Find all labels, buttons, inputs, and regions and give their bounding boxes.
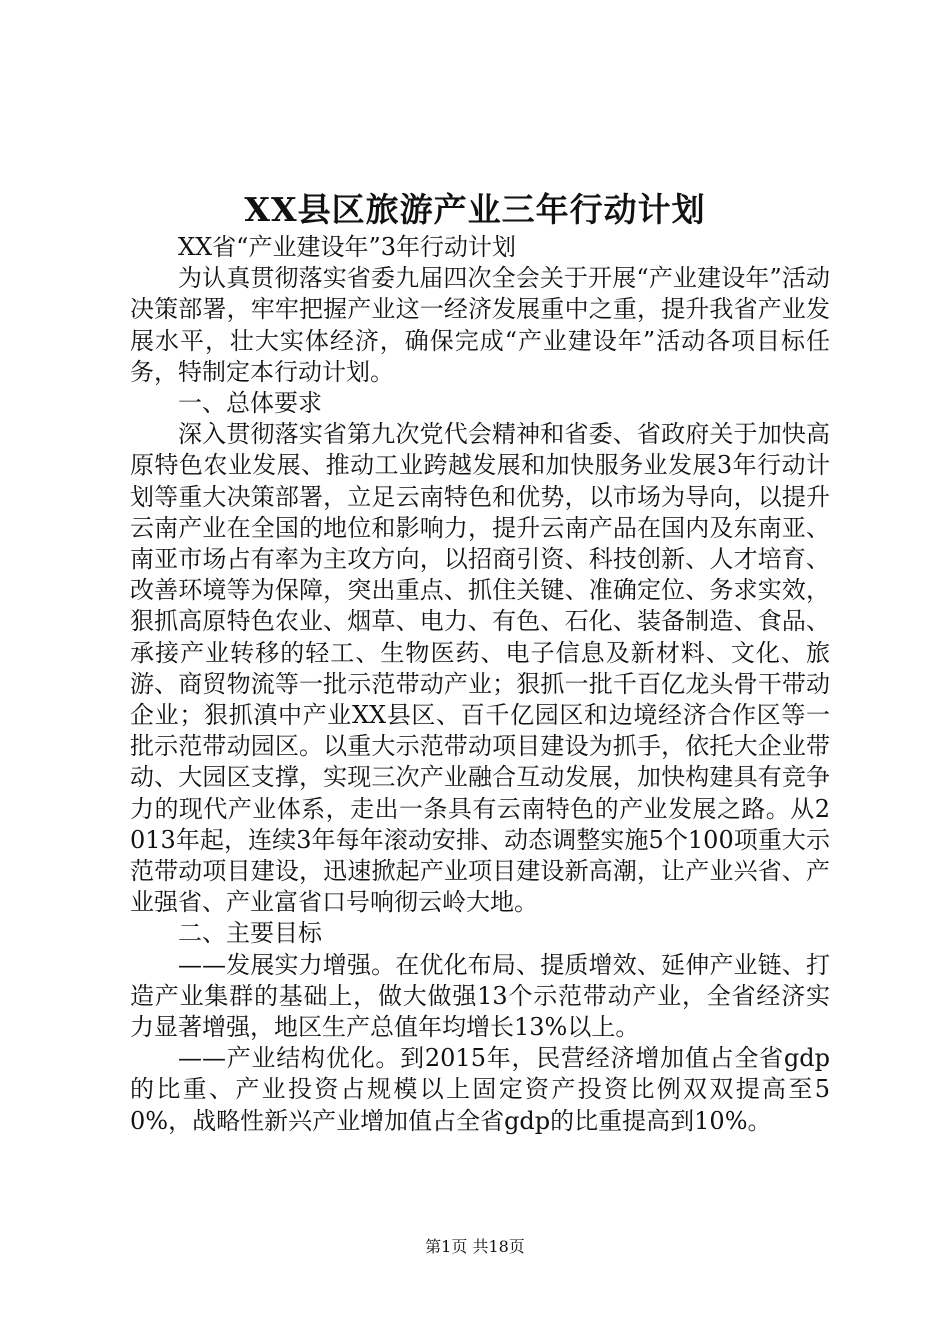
subtitle-paragraph: XX省“产业建设年”3年行动计划	[178, 233, 516, 261]
page-footer: 第1页 共18页	[425, 1237, 525, 1256]
goal-paragraph-strength: ——发展实力增强。在优化布局、提质增效、延伸产业链、打造产业集群的基础上，做大做强13个示范带动产业，全省经济实力显著增强，地区生产总值年均增长13%以上。	[130, 950, 830, 1042]
section-heading-general-requirements: 一、总体要求	[178, 389, 322, 418]
general-requirements-paragraph: 深入贯彻落实省第九次党代会精神和省委、省政府关于加快高原特色农业发展、推动工业跨越发展和加快服务业发展3年行动计划等重大决策部署，立足云南特色和优势，以市场为导向，以提升云南产业在全国的地位和影响力，提升云南产品在国内及东南亚、南亚市场占有率为主攻方向，以招商引资、科技创新、人才培育、改善环境等为保障，突出重点、抓住关键、准确定位、务求实效，狠抓高原特色农业、烟草、电力、有色、石化、装备制造、食品、承接产业转移的轻工、生物医药、电子信息及新材料、文化、旅游、商贸物流等一批示范带动产业；狠抓一批千百亿龙头骨干带动企业；狠抓滇中产业XX县区、百千亿园区和边境经济合作区等一批示范带动园区。以重大示范带动项目建设为抓手，依托大企业带动、大园区支撑，实现三次产业融合互动发展，加快构建具有竞争力的现代产业体系，走出一条具有云南特色的产业发展之路。从2013年起，连续3年每年滚动安排、动态调整实施5个100项重大示范带动项目建设，迅速掀起产业项目建设新高潮，让产业兴省、产业强省、产业富省口号响彻云岭大地。	[130, 420, 830, 917]
intro-paragraph: 为认真贯彻落实省委九届四次全会关于开展“产业建设年”活动决策部署，牢牢把握产业这一经济发展重中之重，提升我省产业发展水平，壮大实体经济，确保完成“产业建设年”活动各项目标任务，特制定本行动计划。	[130, 264, 830, 386]
document-body	[130, 232, 830, 1137]
document-title: XX县区旅游产业三年行动计划	[244, 190, 706, 229]
goal-paragraph-structure: ——产业结构优化。到2015年，民营经济增加值占全省gdp的比重、产业投资占规模以上固定资产投资比例双双提高至50%，战略性新兴产业增加值占全省gdp的比重提高到10%。	[130, 1044, 830, 1135]
section-heading-main-goals: 二、主要目标	[178, 919, 322, 948]
